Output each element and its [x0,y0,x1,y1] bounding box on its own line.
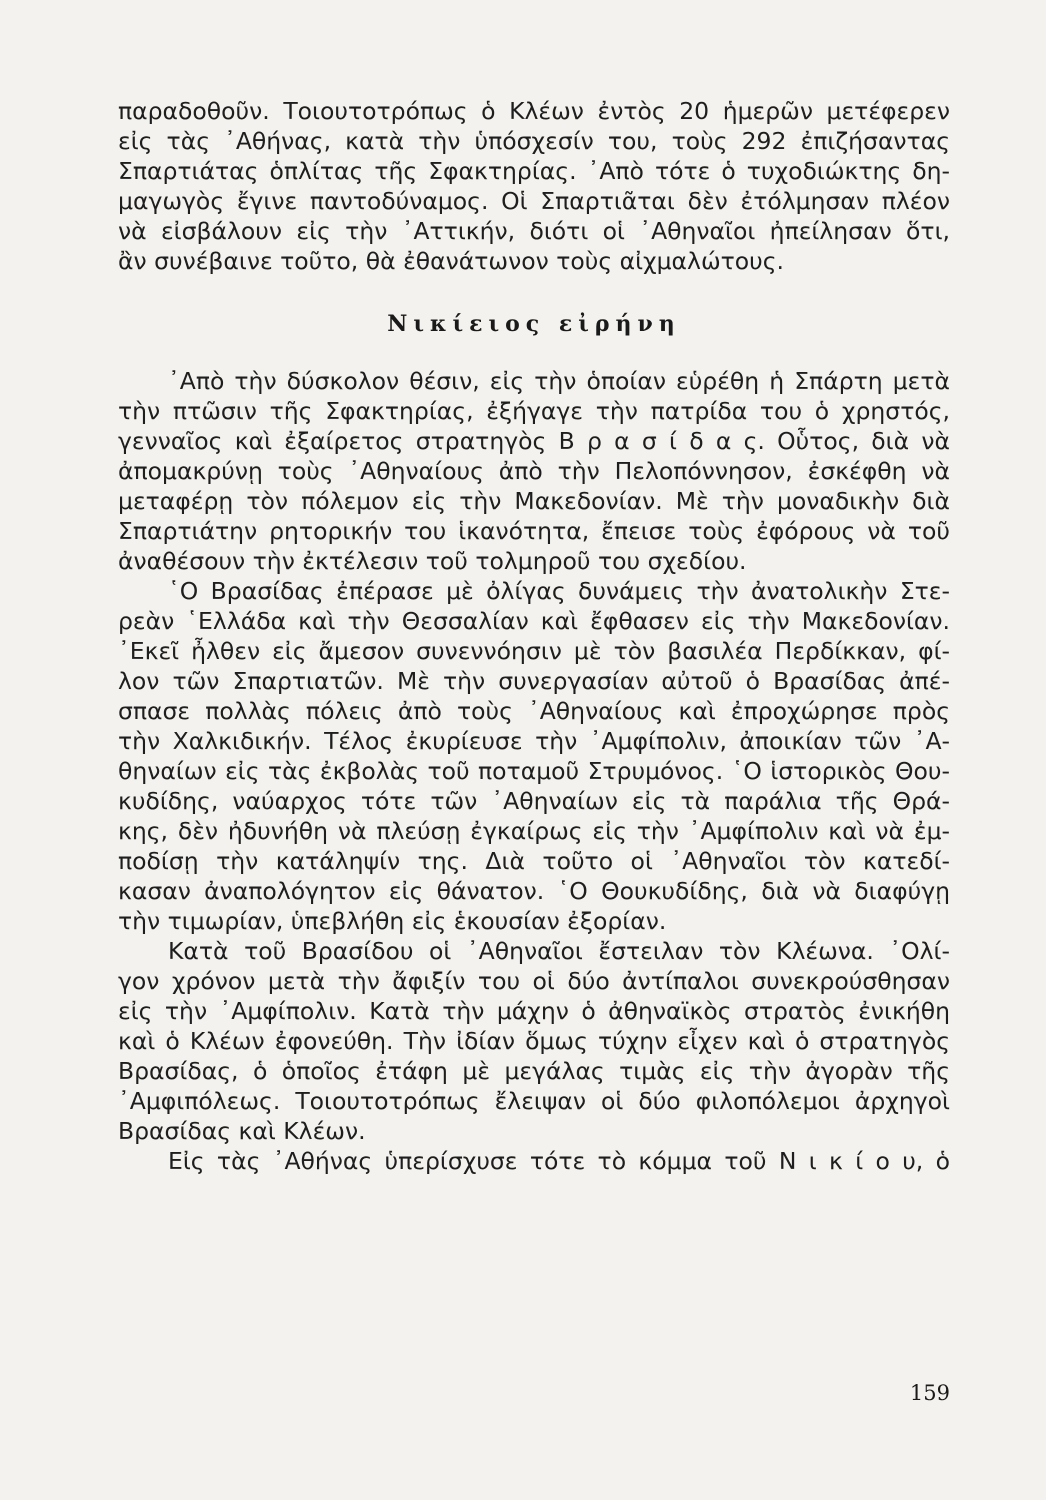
text-line: Κατὰ τοῦ Βρασίδου οἱ ᾿Αθηναῖοι ἔστειλαν τὸν Κλέωνα. ᾿Ολί- [168,937,950,965]
text-line: θηναίων εἰς τὰς ἐκβολὰς τοῦ ποταμοῦ Στρυμόνος. ῾Ο ἱστορικὸς Θου- [118,757,950,785]
text-line: κυδίδης, ναύαρχος τότε τῶν ᾿Αθηναίων εἰς τὰ παράλια τῆς Θρά- [118,787,950,815]
section-heading: Νικίειος εἰρήνη [387,311,681,337]
text-line: τὴν πτῶσιν τῆς Σφακτηρίας, ἐξήγαγε τὴν πατρίδα του ὁ χρηστός, [118,397,950,425]
text-line: ᾿Εκεῖ ἦλθεν εἰς ἄμεσον συνεννόησιν μὲ τὸν βασιλέα Περδίκκαν, φί- [118,637,950,665]
text-line: κης, δὲν ἠδυνήθη νὰ πλεύσῃ ἐγκαίρως εἰς τὴν ᾿Αμφίπολιν καὶ νὰ ἐμ- [118,817,950,845]
text-line: εἰς τὴν ᾿Αμφίπολιν. Κατὰ τὴν μάχην ὁ ἀθηναϊκὸς στρατὸς ἐνικήθη [118,997,950,1025]
paragraph-2 [118,576,950,936]
page-number: 159 [909,1381,950,1405]
text-line: γον χρόνον μετὰ τὴν ἄφιξίν του οἱ δύο ἀντίπαλοι συνεκρούσθησαν [118,967,950,995]
text-line: τὴν τιμωρίαν, ὑπεβλήθη εἰς ἑκουσίαν ἐξορίαν. [118,907,667,935]
text-line: Σπαρτιάτην ρητορικήν του ἱκανότητα, ἔπεισε τοὺς ἐφόρους νὰ τοῦ [118,517,950,545]
intro-paragraph [118,96,950,276]
text-line: γενναῖος καὶ ἐξαίρετος στρατηγὸς Β ρ α σ ί δ α ς. Οὗτος, διὰ νὰ [118,427,950,455]
text-line: ἀπομακρύνῃ τοὺς ᾿Αθηναίους ἀπὸ τὴν Πελοπόννησον, ἐσκέφθη νὰ [118,457,950,485]
text-line: Σπαρτιάτας ὁπλίτας τῆς Σφακτηρίας. ᾿Απὸ τότε ὁ τυχοδιώκτης δη- [118,157,950,185]
text-line: Βρασίδας καὶ Κλέων. [118,1117,366,1145]
text-line: σπασε πολλὰς πόλεις ἀπὸ τοὺς ᾿Αθηναίους καὶ ἐπροχώρησε πρὸς [118,697,950,725]
text-line: μαγωγὸς ἔγινε παντοδύναμος. Οἱ Σπαρτιᾶται δὲν ἐτόλμησαν πλέον [118,187,950,215]
paragraph-4 [118,1146,950,1176]
text-line: ποδίσῃ τὴν κατάληψίν της. Διὰ τοῦτο οἱ ᾿Αθηναῖοι τὸν κατεδί- [118,847,950,875]
text-line: λον τῶν Σπαρτιατῶν. Μὲ τὴν συνεργασίαν αὐτοῦ ὁ Βρασίδας ἀπέ- [118,667,950,695]
text-line: ᾿Απὸ τὴν δύσκολον θέσιν, εἰς τὴν ὁποίαν εὑρέθη ἡ Σπάρτη μετὰ [168,367,950,395]
text-line: παραδοθοῦν. Τοιουτοτρόπως ὁ Κλέων ἐντὸς 20 ἡμερῶν μετέφερεν [118,97,950,125]
text-line: νὰ εἰσβάλουν εἰς τὴν ᾿Αττικήν, διότι οἱ ᾿Αθηναῖοι ἠπείλησαν ὅτι, [118,217,950,245]
page-body [118,96,950,1176]
paragraph-3 [118,936,950,1146]
text-line: καὶ ὁ Κλέων ἐφονεύθη. Τὴν ἰδίαν ὅμως τύχην εἶχεν καὶ ὁ στρατηγὸς [118,1027,950,1055]
text-line: τὴν Χαλκιδικήν. Τέλος ἐκυρίευσε τὴν ᾿Αμφίπολιν, ἀποικίαν τῶν ᾿Α- [118,727,950,755]
paragraph-1 [118,366,950,576]
text-line: Εἰς τὰς ᾿Αθήνας ὑπερίσχυσε τότε τὸ κόμμα τοῦ Ν ι κ ί ο υ, ὁ [168,1147,950,1175]
text-line: εἰς τὰς ᾿Αθήνας, κατὰ τὴν ὑπόσχεσίν του, τοὺς 292 ἐπιζήσαντας [118,127,950,155]
text-line: ρεὰν ῾Ελλάδα καὶ τὴν Θεσσαλίαν καὶ ἔφθασεν εἰς τὴν Μακεδονίαν. [118,607,950,635]
text-line: κασαν ἀναπολόγητον εἰς θάνατον. ῾Ο Θουκυδίδης, διὰ νὰ διαφύγῃ [118,877,950,905]
text-line: Βρασίδας, ὁ ὁποῖος ἐτάφη μὲ μεγάλας τιμὰς εἰς τὴν ἀγορὰν τῆς [118,1057,950,1085]
text-line: ᾿Αμφιπόλεως. Τοιουτοτρόπως ἔλειψαν οἱ δύο φιλοπόλεμοι ἀρχηγοὶ [118,1087,950,1115]
text-line: ἂν συνέβαινε τοῦτο, θὰ ἐθανάτωνον τοὺς αἰχμαλώτους. [118,247,785,275]
text-line: μεταφέρῃ τὸν πόλεμον εἰς τὴν Μακεδονίαν. Μὲ τὴν μοναδικὴν διὰ [118,487,950,515]
text-line: ῾Ο Βρασίδας ἐπέρασε μὲ ὀλίγας δυνάμεις τὴν ἀνατολικὴν Στε- [168,577,950,605]
text-line: ἀναθέσουν τὴν ἐκτέλεσιν τοῦ τολμηροῦ του σχεδίου. [118,547,747,575]
